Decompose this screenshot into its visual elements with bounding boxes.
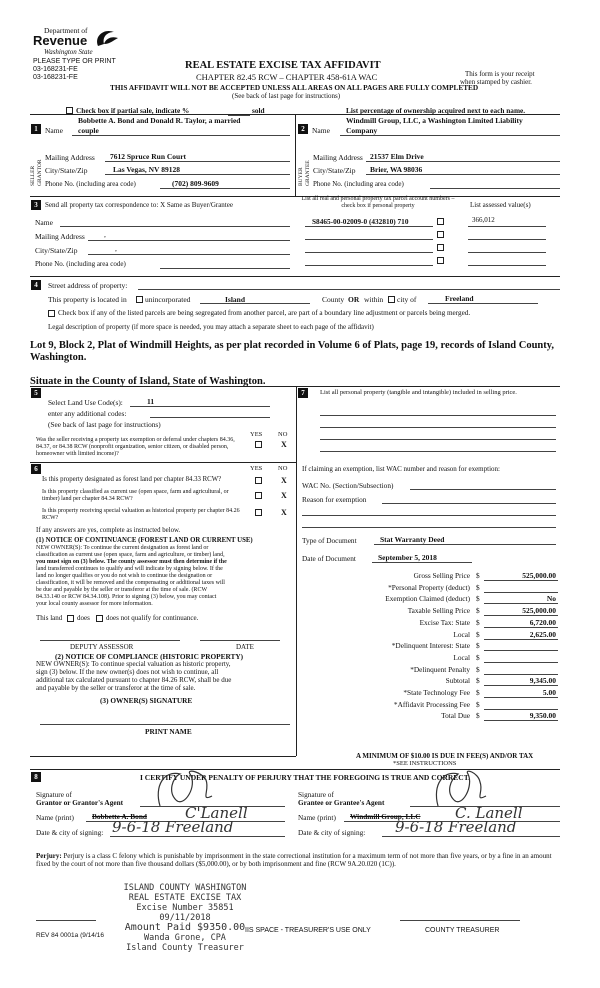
fin-label: Gross Selling Price bbox=[413, 571, 470, 580]
grantor-sig-label-1: Signature of bbox=[36, 790, 72, 799]
land-use-label: Select Land Use Code(s): bbox=[48, 398, 123, 407]
deputy-assessor-label: DEPUTY ASSESSOR bbox=[70, 643, 134, 651]
fin-value: 9,345.00 bbox=[529, 676, 556, 686]
corr-phone-label: Phone No. (including area code) bbox=[35, 260, 126, 268]
stamp-line-5: Amount Paid $9350.00 bbox=[124, 922, 246, 933]
grantor-hand-date-city: 9-6-18 Freeland bbox=[112, 818, 234, 836]
stamp-line-7: Island County Treasurer bbox=[126, 943, 244, 953]
s6-yes-header: YES bbox=[250, 465, 263, 472]
please-type: PLEASE TYPE OR PRINT bbox=[33, 58, 116, 65]
buyer-city-label: City/State/Zip bbox=[313, 166, 356, 175]
personal-property-label: List all personal property (tangible and intangible) included in selling price. bbox=[320, 389, 517, 396]
corr-comma-1: , bbox=[104, 230, 106, 239]
grantor-hand-name: C'Lanell bbox=[185, 804, 248, 822]
parcel-checkbox-1[interactable] bbox=[437, 218, 444, 225]
grantor-date-city-label: Date & city of signing: bbox=[36, 828, 104, 837]
corr-address-label: Mailing Address bbox=[35, 232, 85, 241]
corr-name-label: Name bbox=[35, 218, 53, 227]
buyer-address: 21537 Elm Drive bbox=[370, 152, 424, 161]
fin-dollar-sign: $ bbox=[476, 652, 480, 662]
legal-description: Lot 9, Block 2, Plat of Windmill Heights, as per plat recorded in Volume 6 of Plats, page 19, records of Island County, Washington. bbox=[30, 340, 555, 363]
form-warning: THIS AFFIDAVIT WILL NOT BE ACCEPTED UNLESS ALL AREAS ON ALL PAGES ARE FULLY COMPLETED bbox=[110, 83, 479, 92]
city-checkbox[interactable] bbox=[388, 296, 395, 303]
see-back-note: (See back of last page for instructions) bbox=[232, 92, 341, 100]
see-instructions: *SEE INSTRUCTIONS bbox=[393, 760, 457, 767]
parcel-number: S8465-00-02009-0 (432810) 710 bbox=[312, 217, 409, 226]
perjury-statement bbox=[36, 852, 560, 868]
buyer-name-line1: Windmill Group, LLC, a Washington Limited Liability bbox=[346, 116, 523, 125]
print-name-label: PRINT NAME bbox=[145, 727, 192, 736]
seller-phone: (702) 809-9609 bbox=[172, 179, 219, 188]
s6-q2: Is this property classified as current use (open space, farm and agricultural, or timber) land per chapter 84.34 RCW? bbox=[42, 489, 229, 502]
situate-text: Situate in the County of Island, State of Washington. bbox=[30, 376, 266, 387]
stamp-line-2: REAL ESTATE EXCISE TAX bbox=[128, 893, 242, 903]
parcel-header: List all real and personal property tax parcel account numbers – check box if personal property bbox=[301, 196, 455, 209]
grantee-sig-label-1: Signature of bbox=[298, 790, 334, 799]
percentage-note: List percentage of ownership acquired next to each name. bbox=[346, 106, 526, 115]
section-3-badge: 3 bbox=[31, 200, 41, 210]
notice1-line-9: your local county assessor for more information. bbox=[36, 601, 153, 607]
fin-label: Local bbox=[453, 629, 470, 639]
treasurer-use-label: IIS SPACE - TREASURER'S USE ONLY bbox=[245, 927, 371, 934]
fin-value: 9,350.00 bbox=[529, 711, 556, 721]
treasurer-stamp bbox=[85, 883, 285, 953]
grantee-date-city-label: Date & city of signing: bbox=[298, 828, 366, 837]
perjury-label: Perjury: bbox=[36, 852, 62, 860]
section-7-badge: 7 bbox=[298, 388, 308, 398]
certify-text: I CERTIFY UNDER PENALTY OF PERJURY THAT THE FOREGOING IS TRUE AND CORRECT. bbox=[140, 773, 471, 782]
fin-label: Total Due bbox=[441, 711, 470, 721]
grantee-hand-date-city: 9-6-18 Freeland bbox=[395, 818, 517, 836]
exemption-claim-label: If claiming an exemption, list WAC number and reason for exemption: bbox=[302, 465, 500, 473]
doc-type: Stat Warranty Deed bbox=[380, 535, 445, 544]
s6-a1: X bbox=[281, 476, 287, 485]
s6-q1-yes-checkbox[interactable] bbox=[255, 477, 262, 484]
seller-address-label: Mailing Address bbox=[45, 153, 95, 162]
fin-dollar-sign: $ bbox=[476, 676, 480, 686]
fin-dollar-sign: $ bbox=[476, 641, 480, 651]
does-not-label: does not qualify for continuance. bbox=[106, 614, 199, 622]
doc-type-label: Type of Document bbox=[302, 536, 357, 545]
county-treasurer-label: COUNTY TREASURER bbox=[425, 927, 500, 934]
section-6-badge: 6 bbox=[31, 464, 41, 474]
fin-dollar-sign: $ bbox=[476, 699, 480, 709]
fin-value: 525,000.00 bbox=[522, 571, 556, 580]
fin-dollar-sign: $ bbox=[476, 711, 480, 721]
s6-q3: Is this property receiving special valuation as historical property per chapter 84.26 RCW? bbox=[42, 508, 240, 521]
fin-value: 5.00 bbox=[542, 688, 556, 697]
s5-no-header: NO bbox=[278, 431, 288, 438]
does-not-checkbox[interactable] bbox=[96, 615, 103, 622]
fin-dollar-sign: $ bbox=[476, 594, 480, 604]
exemption-question: Was the seller receiving a property tax exemption or deferral under chapters 84.36, 84.37, or 84.38 RCW (nonprofit organization, senior citizen, or disabled person, homeowner with limited income)? bbox=[36, 437, 235, 457]
does-label: does bbox=[77, 614, 90, 622]
s6-no-header: NO bbox=[278, 465, 288, 472]
parcel-checkbox-4[interactable] bbox=[437, 257, 444, 264]
any-yes-note: If any answers are yes, complete as instructed below. bbox=[36, 527, 181, 534]
within-label: within bbox=[364, 295, 384, 304]
city-of-label: city of bbox=[397, 295, 417, 304]
notice1-line-4: land transferred continues to qualify and will indicate by signing below. If the bbox=[36, 566, 223, 572]
stamp-line-3: Excise Number 35851 bbox=[136, 903, 234, 913]
reason-label: Reason for exemption bbox=[302, 495, 367, 504]
dept-line2: Revenue bbox=[33, 33, 88, 48]
seller-side-label: SELLER GRANTOR bbox=[30, 159, 43, 186]
notice2-line-3: additional tax calculated pursuant to chapter 84.26 RCW, shall be due bbox=[36, 676, 232, 684]
notice2-line-4: and payable by the seller or transferor at the time of sale. bbox=[36, 684, 196, 692]
fin-label: Local bbox=[453, 652, 470, 662]
buyer-name-label: Name bbox=[312, 126, 330, 135]
fin-label: *State Technology Fee bbox=[403, 688, 470, 697]
minimum-fee-note: A MINIMUM OF $10.00 IS DUE IN FEE(S) AND/OR TAX bbox=[356, 752, 534, 760]
notice1-line-3: you must sign on (3) below. The county assessor must then determine if the bbox=[36, 559, 227, 565]
s5-answer: X bbox=[281, 440, 287, 449]
form-code-1: 03-168231-FE bbox=[33, 66, 78, 73]
grantee-hand-name: C. Lanell bbox=[455, 804, 523, 822]
notice1-title: (1) NOTICE OF CONTINUANCE (FOREST LAND OR CURRENT USE) bbox=[36, 537, 253, 544]
grantor-name-label: Name (print) bbox=[36, 813, 74, 822]
s5-yes-checkbox[interactable] bbox=[255, 441, 262, 448]
buyer-name-line2: Company bbox=[346, 126, 378, 135]
fin-dollar-sign: $ bbox=[476, 664, 480, 674]
grantor-sig-label-2: Grantor or Grantor's Agent bbox=[36, 798, 124, 807]
additional-codes-label: enter any additional codes: bbox=[48, 409, 127, 418]
doc-date: September 5, 2018 bbox=[378, 553, 437, 562]
fin-value: No bbox=[546, 594, 556, 604]
section-2-badge: 2 bbox=[298, 124, 308, 134]
s6-a3: X bbox=[281, 508, 287, 517]
section-4-badge: 4 bbox=[31, 280, 41, 290]
seller-name-line2: couple bbox=[78, 126, 99, 135]
revenue-logo-icon bbox=[94, 28, 120, 50]
s5-see-back: (See back of last page for instructions) bbox=[48, 420, 161, 429]
fin-dollar-sign: $ bbox=[476, 606, 480, 616]
parcel-checkbox-3[interactable] bbox=[437, 244, 444, 251]
assessed-value: 366,012 bbox=[472, 216, 495, 224]
land-use-code: 11 bbox=[147, 397, 155, 406]
seller-name-label: Name bbox=[45, 126, 63, 135]
receipt-note-1: This form is your receipt bbox=[465, 70, 535, 78]
seller-city-label: City/State/Zip bbox=[45, 166, 88, 175]
fin-label: *Affidavit Processing Fee bbox=[393, 699, 470, 709]
buyer-address-label: Mailing Address bbox=[313, 153, 363, 162]
unincorporated-checkbox[interactable] bbox=[136, 296, 143, 303]
buyer-city: Brier, WA 98036 bbox=[370, 165, 423, 174]
seller-phone-label: Phone No. (including area code) bbox=[45, 180, 136, 188]
s6-a2: X bbox=[281, 491, 287, 500]
perjury-text: Perjury is a class C felony which is punishable by imprisonment in the state correctional institution for a maximum term of not more than five years, or by a fine in an amount fixed by the court of not more than five thousand dollars ($5,000.00), or by both imprisonment and fine (RCW 9A.20.020 (1C)). bbox=[36, 852, 552, 868]
legal-desc-label: Legal description of property (if more space is needed, you may attach a separate sheet to each page of the affidavit) bbox=[48, 323, 374, 331]
this-land-label: This land bbox=[36, 614, 63, 622]
fin-value: 6,720.00 bbox=[529, 617, 556, 627]
fin-value: 525,000.00 bbox=[522, 606, 556, 616]
partial-sale-sold: sold bbox=[252, 106, 265, 115]
corr-comma-2: , bbox=[115, 244, 117, 253]
fin-dollar-sign: $ bbox=[476, 617, 480, 627]
city-name: Freeland bbox=[445, 294, 474, 303]
notice2-title: (2) NOTICE OF COMPLIANCE (HISTORIC PROPERTY) bbox=[55, 652, 244, 661]
buyer-side-label: BUYER GRANTEE bbox=[298, 160, 311, 186]
form-title: REAL ESTATE EXCISE TAX AFFIDAVIT bbox=[185, 60, 381, 71]
county-name: Island bbox=[225, 295, 246, 304]
fin-label: *Personal Property (deduct) bbox=[388, 582, 470, 592]
notice1-line-7: be due and payable by the seller or transferor at the time of sale. (RCW bbox=[36, 587, 208, 593]
does-checkbox[interactable] bbox=[67, 615, 74, 622]
stamp-line-6: Wanda Grone, CPA bbox=[144, 933, 226, 943]
fin-dollar-sign: $ bbox=[476, 582, 480, 592]
notice1-line-5: land no longer qualifies or you do not wish to continue the designation or bbox=[36, 573, 213, 579]
doc-date-label: Date of Document bbox=[302, 554, 356, 563]
notice2-line-1: NEW OWNER(S): To continue special valuation as historic property, bbox=[36, 660, 231, 668]
grantee-sig-label-2: Grantee or Grantee's Agent bbox=[298, 798, 385, 807]
grantor-print-name: Bobbette A. Bond bbox=[92, 812, 147, 821]
seller-name-line1: Bobbette A. Bond and Donald R. Taylor, a married bbox=[78, 116, 241, 125]
county-label: County bbox=[322, 295, 345, 304]
notice1-line-6: classification, it will be removed and the compensating or additional taxes will bbox=[36, 580, 225, 586]
notice1-line-8: 84.33.140 or RCW 84.34.108). Prior to signing (3) below, you may contact bbox=[36, 594, 217, 600]
segregated-checkbox[interactable] bbox=[48, 310, 55, 317]
parcel-checkbox-2[interactable] bbox=[437, 231, 444, 238]
fin-label: Exemption Claimed (deduct) bbox=[385, 594, 470, 604]
dept-line3: Washington State bbox=[44, 48, 93, 56]
assessor-date-label: DATE bbox=[236, 643, 254, 651]
form-code-2: 03-168231-FE bbox=[33, 74, 78, 81]
section-5-badge: 5 bbox=[31, 388, 41, 398]
fin-dollar-sign: $ bbox=[476, 629, 480, 639]
rev-code: REV 84 0001a (9/14/16 bbox=[36, 932, 104, 939]
section-1-badge: 1 bbox=[31, 124, 41, 134]
notice2-line-2: sign (3) below. If the new owner(s) does not wish to continue, all bbox=[36, 668, 219, 676]
s6-q3-yes-checkbox[interactable] bbox=[255, 509, 262, 516]
correspondence-label: Send all property tax correspondence to: X Same as Buyer/Grantee bbox=[45, 201, 233, 209]
dept-line1: Department of bbox=[44, 26, 88, 35]
form-subtitle: CHAPTER 82.45 RCW – CHAPTER 458-61A WAC bbox=[196, 72, 378, 82]
fin-dollar-sign: $ bbox=[476, 688, 480, 697]
fin-label: Subtotal bbox=[445, 676, 470, 686]
fin-dollar-sign: $ bbox=[476, 571, 480, 580]
grantee-name-label: Name (print) bbox=[298, 813, 336, 822]
stamp-line-4: 09/11/2018 bbox=[159, 913, 211, 923]
stamp-line-1: ISLAND COUNTY WASHINGTON bbox=[123, 883, 247, 893]
assessed-header: List assessed value(s) bbox=[470, 201, 531, 209]
located-label: This property is located in bbox=[48, 295, 127, 304]
corr-city-label: City/State/Zip bbox=[35, 246, 78, 255]
grantee-print-name: Windmill Group, LLC bbox=[350, 812, 421, 821]
notice1-line-1: NEW OWNER(S): To continue the current designation as forest land or bbox=[36, 545, 209, 551]
fin-label: Taxable Selling Price bbox=[407, 606, 470, 616]
notice1-line-2: classification as current use (open space, farm and agriculture, or timber) land, bbox=[36, 552, 225, 558]
s6-q2-yes-checkbox[interactable] bbox=[255, 492, 262, 499]
owner-signature-label: (3) OWNER(S) SIGNATURE bbox=[100, 696, 193, 705]
partial-sale-checkbox[interactable] bbox=[66, 107, 73, 114]
partial-sale-label: Check box if partial sale, indicate % bbox=[76, 106, 190, 115]
s6-q1: Is this property designated as forest land per chapter 84.33 RCW? bbox=[42, 476, 222, 483]
section-8-badge: 8 bbox=[31, 772, 41, 782]
seller-city: Las Vegas, NV 89128 bbox=[113, 165, 180, 174]
or-label: OR bbox=[348, 295, 360, 304]
fin-label: *Delinquent Penalty bbox=[410, 664, 470, 674]
fin-value: 2,625.00 bbox=[529, 629, 556, 639]
street-address-label: Street address of property: bbox=[48, 281, 128, 290]
seller-address: 7612 Spruce Run Court bbox=[110, 152, 187, 161]
receipt-note-2: when stamped by cashier. bbox=[460, 78, 532, 86]
segregated-label: Check box if any of the listed parcels are being segregated from another parcel, are part of a boundary line adjustment or parcels being merged. bbox=[58, 309, 471, 317]
unincorporated-label: unincorporated bbox=[145, 295, 191, 304]
fin-label: Excise Tax: State bbox=[419, 617, 470, 627]
fin-label: *Delinquent Interest: State bbox=[391, 641, 470, 651]
wac-label: WAC No. (Section/Subsection) bbox=[302, 481, 394, 490]
buyer-phone-label: Phone No. (including area code) bbox=[313, 180, 404, 188]
s5-yes-header: YES bbox=[250, 431, 263, 438]
